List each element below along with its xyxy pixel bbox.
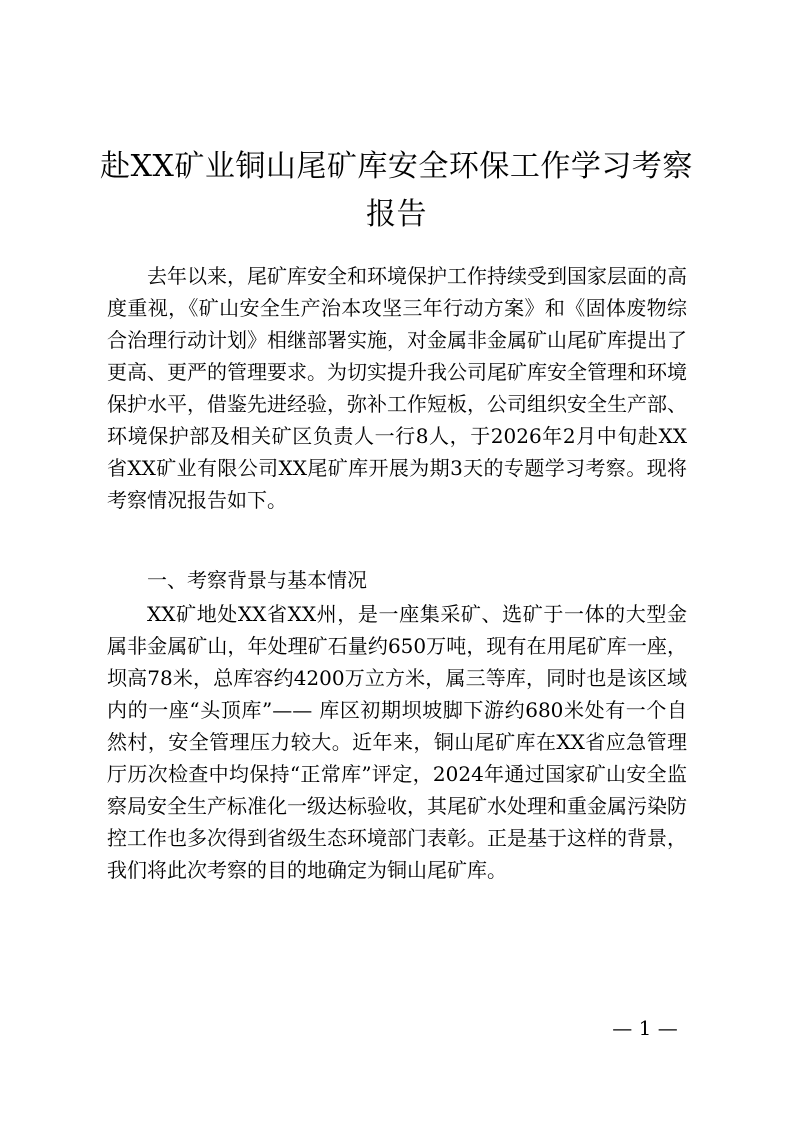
intro-paragraph: 去年以来，尾矿库安全和环境保护工作持续受到国家层面的高度重视，《矿山安全生产治本攻坚三年行动方案》和《固体废物综合治理行动计划》相继部署实施，对金属非金属矿山尾矿库提出了更高、更严的管理要求。为切实提升我公司尾矿库安全管理和环境保护水平，借鉴先进经验，弥补工作短板，公司组织安全生产部、环境保护部及相关矿区负责人一行8人，于2026年2月中旬赴XX省XX矿业有限公司XX尾矿库开展为期3天的专题学习考察。现将考察情况报告如下。 [107,264,687,512]
section-paragraph: XX矿地处XX省XX州，是一座集采矿、选矿于一体的大型金属非金属矿山，年处理矿石量约650万吨，现有在用尾矿库一座，坝高78米，总库容约4200万立方米，属三等库，同时也是该区域内的一座“头顶库”—— 库区初期坝坡脚下游约680米处有一个自然村，安全管理压力较大。近年来，铜山尾矿库在XX省应急管理厅历次检查中均保持“正常库”评定，2024年通过国家矿山安全监察局安全生产标准化一级达标验收，其尾矿水处理和重金属污染防控工作也多次得到省级生态环境部门表彰。正是基于这样的背景，我们将此次考察的目的地确定为铜山尾矿库。 [107,602,687,882]
document-title: 赴XX矿业铜山尾矿库安全环保工作学习考察报告 [100,149,693,232]
section-heading: 一、考察背景与基本情况 [147,568,367,592]
page-number: — 1 — [612,1016,678,1040]
